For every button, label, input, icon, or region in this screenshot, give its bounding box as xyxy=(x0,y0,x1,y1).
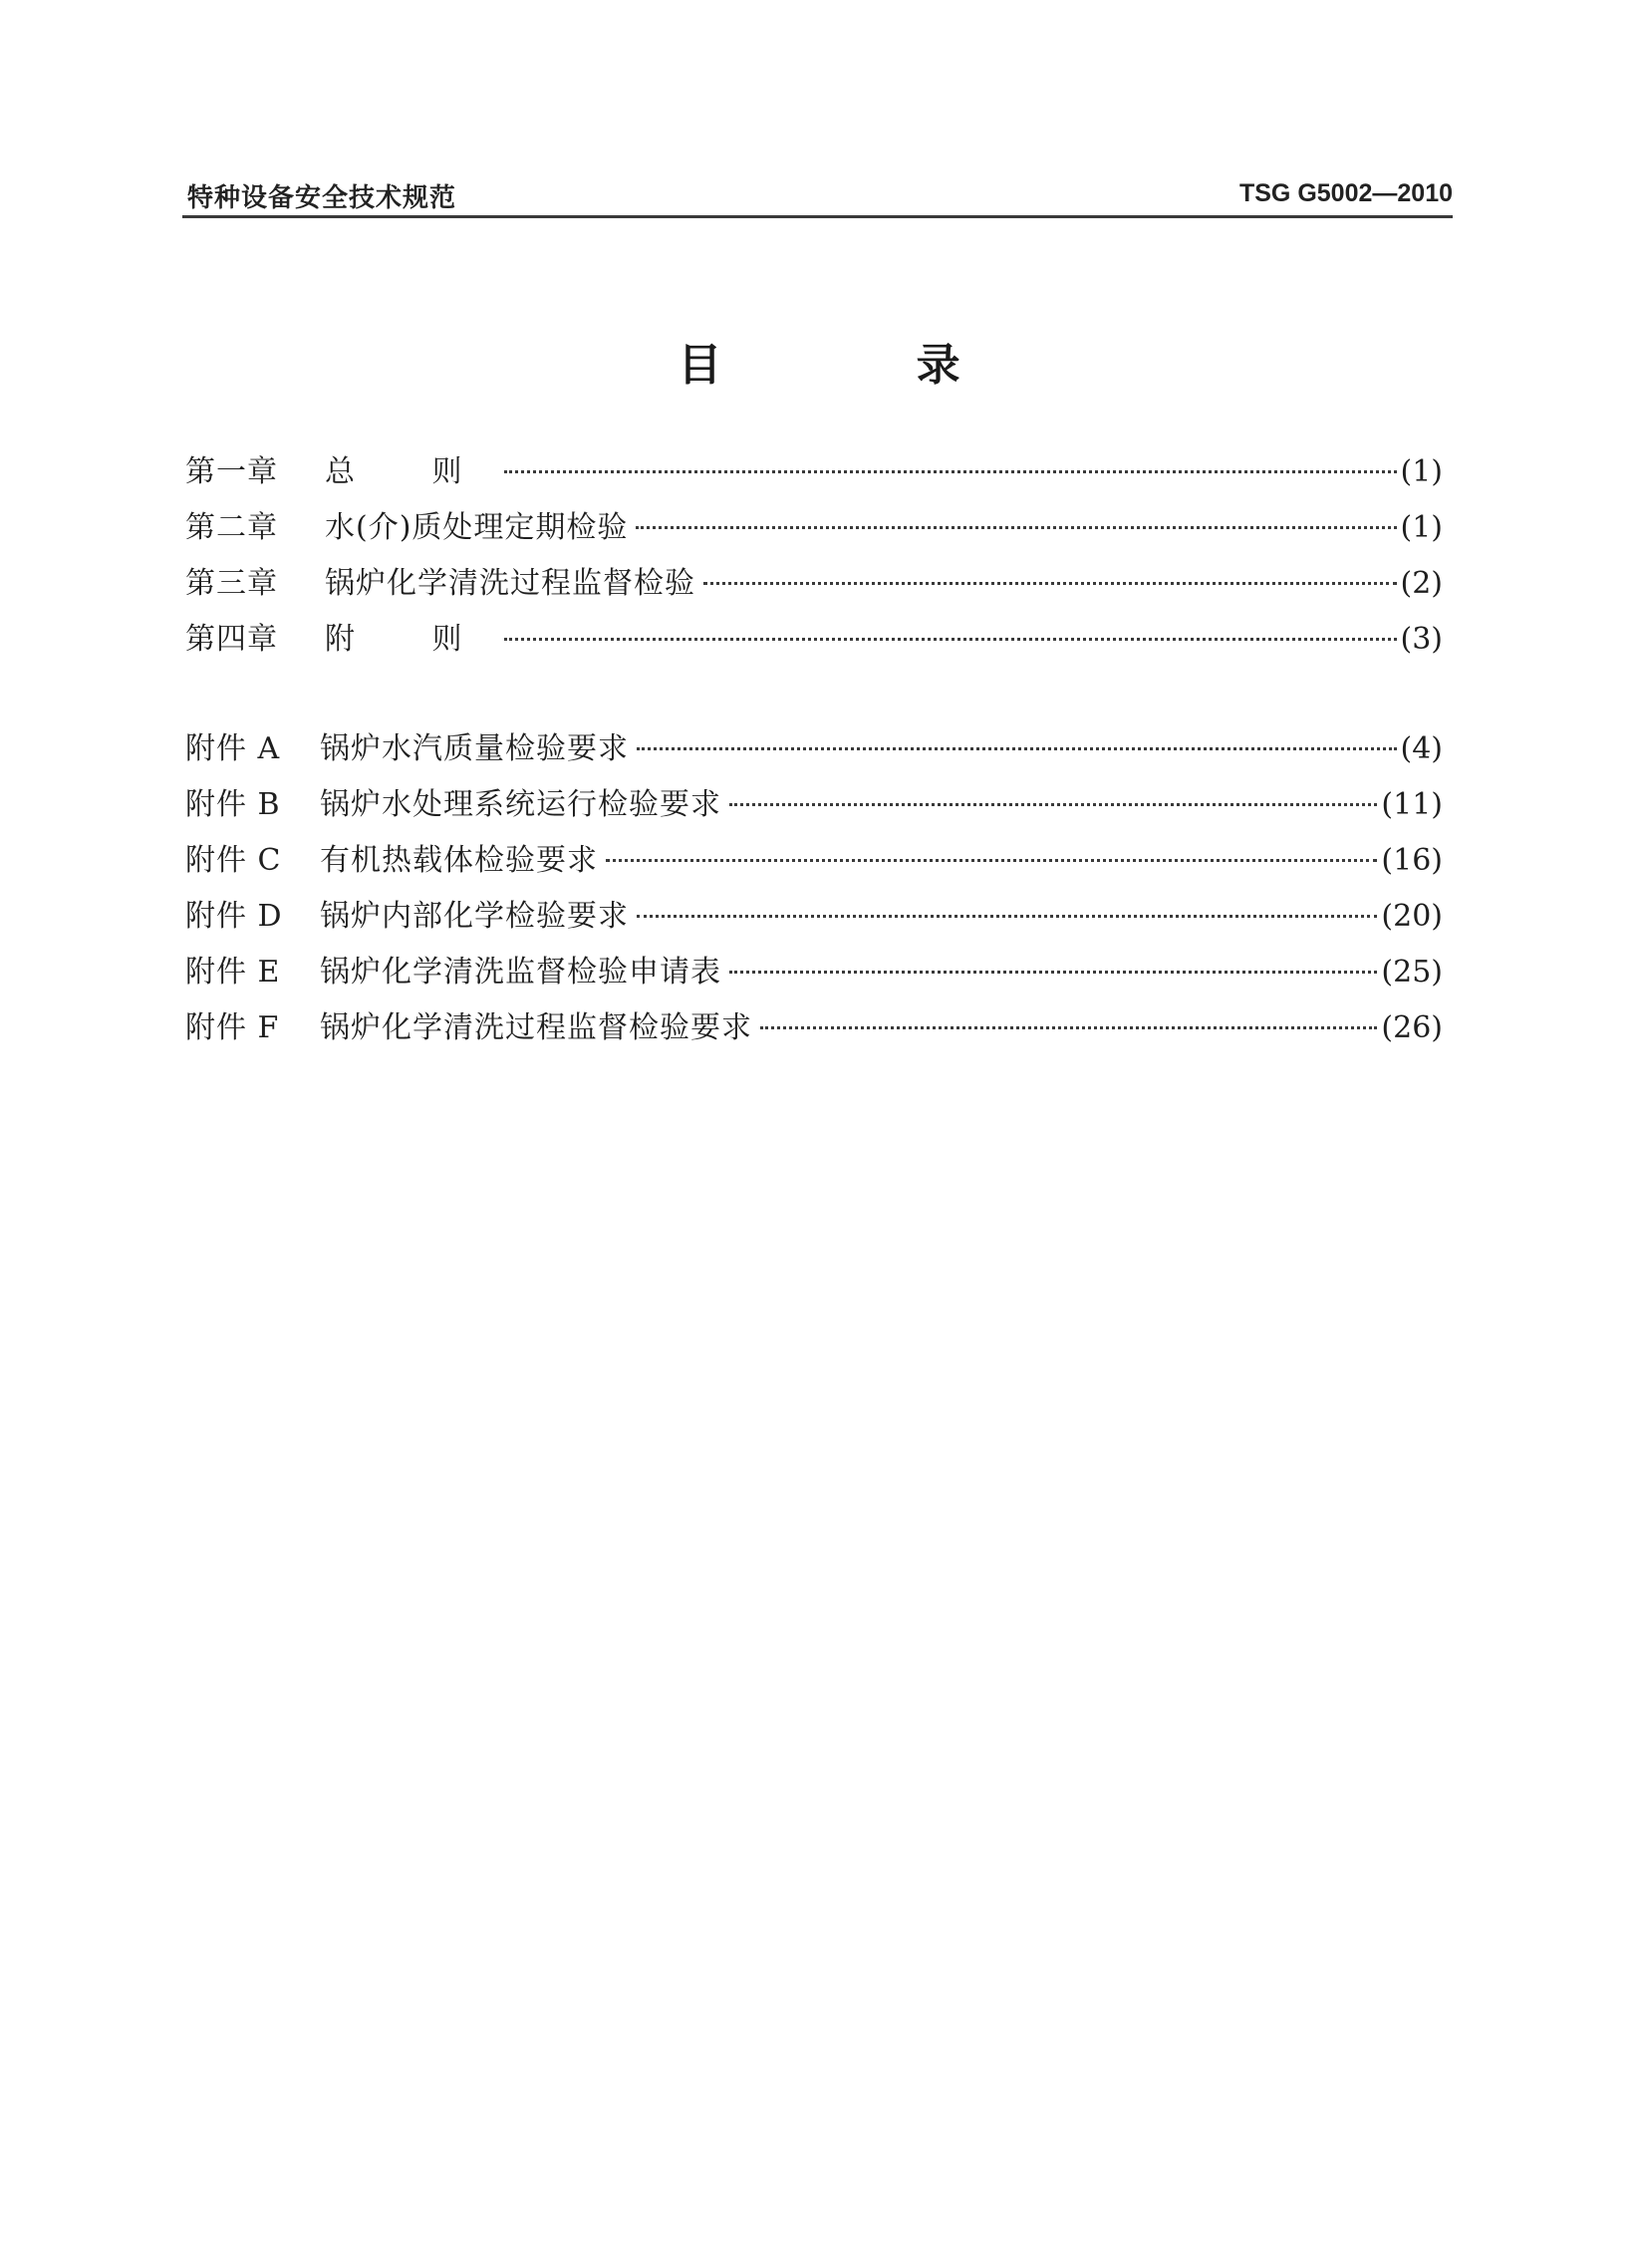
toc-entry-appendix-c[interactable] xyxy=(185,833,1443,889)
header-series-title: 特种设备安全技术规范 xyxy=(187,183,457,213)
toc-entry-page: (20) xyxy=(1381,899,1443,934)
toc-entry-appendix-d[interactable] xyxy=(185,889,1443,945)
toc-entry-label: 附件 D xyxy=(185,899,283,934)
toc-entry-page: (1) xyxy=(1400,454,1443,489)
toc-entry-label: 附件 A xyxy=(185,731,281,766)
header-standard-code: TSG G5002—2010 xyxy=(1238,179,1453,207)
toc-entry-title: 总 则 xyxy=(325,454,496,489)
header-rule xyxy=(182,215,1453,218)
toc-entry-title: 锅炉化学清洗过程监督检验 xyxy=(325,566,695,601)
toc-entry-chapter-4[interactable] xyxy=(185,612,1443,668)
toc-entry-page: (1) xyxy=(1400,510,1443,545)
toc-entry-chapter-2[interactable] xyxy=(185,500,1443,556)
toc-dot-leader xyxy=(729,971,1377,974)
toc-dot-leader xyxy=(760,1026,1377,1029)
toc-entry-page: (25) xyxy=(1381,955,1443,990)
toc-dot-leader xyxy=(637,915,1377,918)
toc-entry-title: 锅炉化学清洗监督检验申请表 xyxy=(320,955,721,990)
toc-entry-title: 锅炉水处理系统运行检验要求 xyxy=(320,787,721,822)
table-of-contents xyxy=(185,444,1443,1056)
toc-entry-label: 第二章 xyxy=(185,510,278,545)
toc-entry-title: 水(介)质处理定期检验 xyxy=(325,510,629,545)
toc-entry-page: (16) xyxy=(1381,843,1443,878)
toc-entry-appendix-b[interactable] xyxy=(185,777,1443,833)
toc-dot-leader xyxy=(504,638,1397,641)
toc-title: 目 录 xyxy=(678,340,1050,391)
toc-entry-label: 附件 E xyxy=(185,955,281,990)
toc-entry-chapter-3[interactable] xyxy=(185,556,1443,612)
toc-entry-label: 附件 B xyxy=(185,787,281,822)
toc-entry-page: (2) xyxy=(1400,566,1443,601)
toc-dot-leader xyxy=(504,470,1397,473)
toc-entry-page: (26) xyxy=(1381,1010,1443,1045)
toc-entry-appendix-e[interactable] xyxy=(185,945,1443,1000)
toc-entry-appendix-f[interactable] xyxy=(185,1000,1443,1056)
toc-entry-chapter-1[interactable] xyxy=(185,444,1443,500)
toc-entry-page: (4) xyxy=(1400,731,1443,766)
toc-dot-leader xyxy=(636,526,1396,529)
toc-entry-label: 第三章 xyxy=(185,566,278,601)
toc-entry-appendix-a[interactable] xyxy=(185,721,1443,777)
toc-entry-title: 锅炉水汽质量检验要求 xyxy=(320,731,629,766)
toc-entry-title: 锅炉内部化学检验要求 xyxy=(320,899,629,934)
toc-entry-label: 第四章 xyxy=(185,622,278,657)
toc-dot-leader xyxy=(637,747,1397,750)
toc-entry-label: 附件 F xyxy=(185,1010,280,1045)
running-header xyxy=(182,167,1453,217)
toc-entry-label: 附件 C xyxy=(185,843,282,878)
toc-entry-title: 附 则 xyxy=(325,622,496,657)
toc-dot-leader xyxy=(729,803,1377,806)
toc-dot-leader xyxy=(606,859,1377,862)
toc-entry-title: 有机热载体检验要求 xyxy=(320,843,598,878)
toc-entry-page: (3) xyxy=(1400,622,1443,657)
toc-dot-leader xyxy=(703,582,1397,585)
toc-entry-label: 第一章 xyxy=(185,454,278,489)
toc-entry-title: 锅炉化学清洗过程监督检验要求 xyxy=(320,1010,752,1045)
toc-entry-page: (11) xyxy=(1381,787,1443,822)
